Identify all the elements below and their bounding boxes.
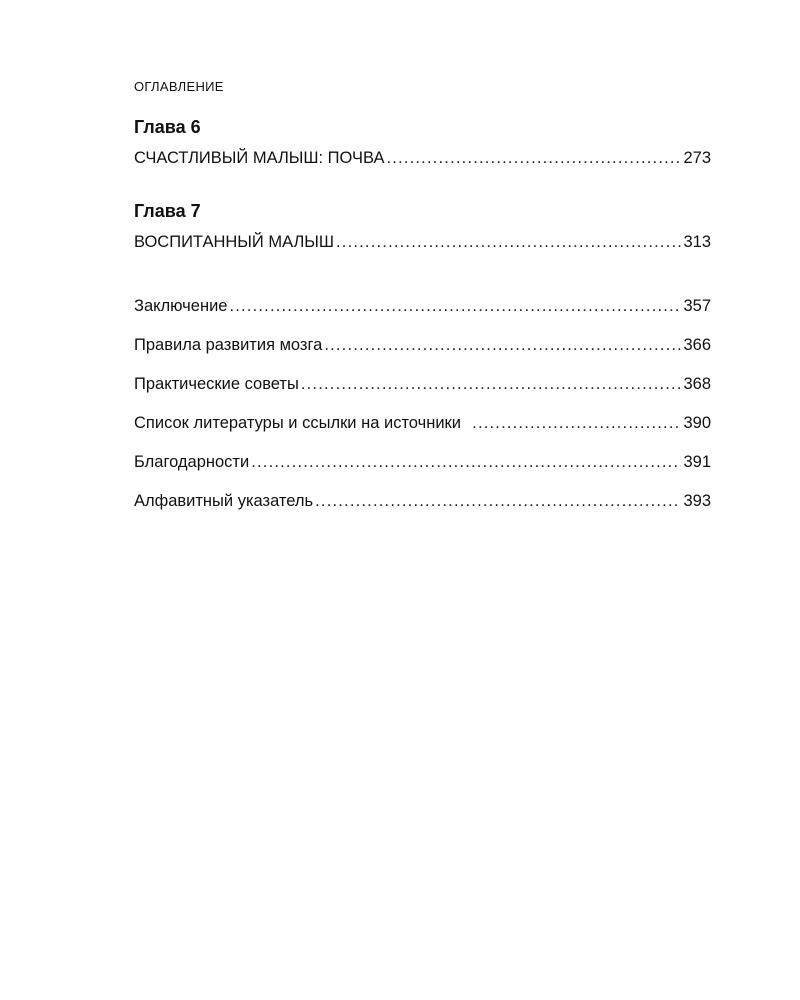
dot-leader bbox=[229, 296, 681, 316]
toc-entry-title: ВОСПИТАННЫЙ МАЛЫШ bbox=[134, 233, 335, 251]
chapter-label: Глава 6 bbox=[134, 117, 201, 137]
toc-entry-title: Список литературы и ссылки на источники bbox=[134, 414, 471, 432]
toc-entry-title: СЧАСТЛИВЫЙ МАЛЫШ: ПОЧВА bbox=[134, 149, 385, 167]
dot-leader bbox=[336, 232, 681, 252]
toc-page-number: 273 bbox=[683, 149, 711, 167]
toc-entry-title: Практические советы bbox=[134, 375, 299, 393]
toc-entry-row[interactable] bbox=[134, 491, 711, 511]
dot-leader bbox=[315, 491, 681, 511]
toc-page-number: 313 bbox=[683, 233, 711, 251]
toc-page-number: 390 bbox=[683, 414, 711, 432]
dot-leader bbox=[301, 374, 682, 394]
dot-leader bbox=[251, 452, 681, 472]
dot-leader bbox=[386, 148, 681, 168]
toc-entry-row[interactable] bbox=[134, 452, 711, 472]
toc-entry-row[interactable] bbox=[134, 296, 711, 316]
toc-page-number: 368 bbox=[683, 375, 711, 393]
toc-page-number: 366 bbox=[683, 336, 711, 354]
toc-page-number: 357 bbox=[683, 297, 711, 315]
toc-page-number: 393 bbox=[683, 492, 711, 510]
toc-entry-title: Правила развития мозга bbox=[134, 336, 323, 354]
dot-leader bbox=[324, 335, 681, 355]
dot-leader bbox=[472, 413, 681, 433]
toc-entry-title: Алфавитный указатель bbox=[134, 492, 314, 510]
toc-chapter-row[interactable] bbox=[134, 232, 711, 252]
toc-entry-title: Заключение bbox=[134, 297, 228, 315]
running-head: ОГЛАВЛЕНИЕ bbox=[134, 79, 224, 94]
toc-page-number: 391 bbox=[683, 453, 711, 471]
toc-entry-row[interactable] bbox=[134, 335, 711, 355]
toc-entry-row[interactable] bbox=[134, 374, 711, 394]
toc-chapter-row[interactable] bbox=[134, 148, 711, 168]
toc-entry-title: Благодарности bbox=[134, 453, 250, 471]
chapter-label: Глава 7 bbox=[134, 201, 201, 221]
toc-entry-row[interactable] bbox=[134, 413, 711, 433]
